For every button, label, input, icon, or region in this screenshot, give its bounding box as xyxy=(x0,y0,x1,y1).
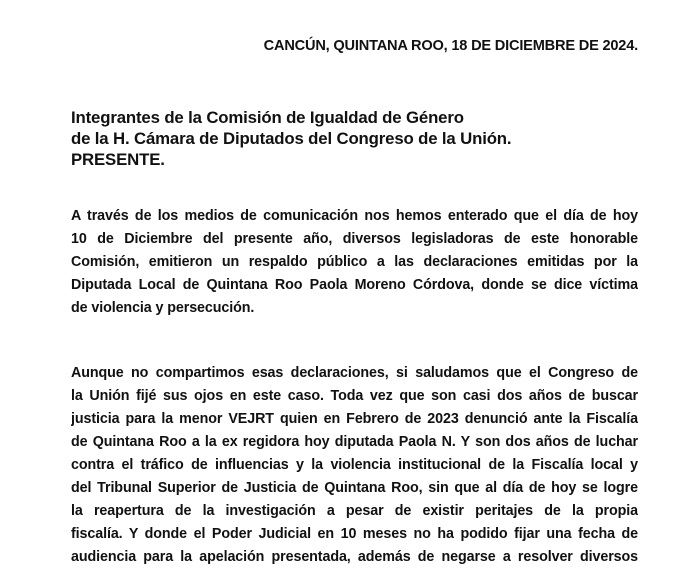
paragraph-line: justicia para la menor VEJRT quien en Febrero de 2023 denunció ante la Fiscalía xyxy=(71,411,638,427)
paragraph-line: del Tribunal Superior de Justicia de Quintana Roo, sin que al día de hoy se logre xyxy=(71,480,638,496)
recipient-line: de la H. Cámara de Diputados del Congreso de la Unión. xyxy=(71,129,512,148)
paragraph-1 xyxy=(71,205,638,320)
recipient-block xyxy=(71,107,511,170)
paragraph-line: fiscalía. Y donde el Poder Judicial en 10 meses no ha podido fijar una fecha de xyxy=(71,526,638,542)
paragraph-line: de Quintana Roo a la ex regidora hoy diputada Paola N. Y son dos años de luchar xyxy=(71,434,638,450)
paragraph-line: Diputada Local de Quintana Roo Paola Moreno Córdova, donde se dice víctima xyxy=(71,277,638,293)
paragraph-2 xyxy=(71,362,638,569)
paragraph-line: la Unión fijé sus ojos en este caso. Toda vez que son casi dos años de buscar xyxy=(71,388,638,404)
paragraph-line: la reapertura de la investigación a pesar de existir peritajes de la propia xyxy=(71,503,638,519)
paragraph-line: audiencia para la apelación presentada, además de negarse a resolver diversos xyxy=(71,549,638,565)
paragraph-line: Comisión, emitieron un respaldo público a las declaraciones emitidas por la xyxy=(71,254,638,270)
salutation: PRESENTE. xyxy=(71,150,165,169)
paragraph-line: A través de los medios de comunicación nos hemos enterado que el día de hoy xyxy=(71,208,638,224)
paragraph-line: 10 de Diciembre del presente año, diversos legisladoras de este honorable xyxy=(71,231,638,247)
paragraph-line: contra el tráfico de influencias y la violencia institucional de la Fiscalía local y xyxy=(71,457,638,473)
paragraph-line: Aunque no compartimos esas declaraciones, si saludamos que el Congreso de xyxy=(71,365,638,381)
recipient-line: Integrantes de la Comisión de Igualdad de Género xyxy=(71,108,464,127)
paragraph-line: de violencia y persecución. xyxy=(71,300,255,316)
date-line: CANCÚN, QUINTANA ROO, 18 DE DICIEMBRE DE 2024. xyxy=(263,38,638,54)
